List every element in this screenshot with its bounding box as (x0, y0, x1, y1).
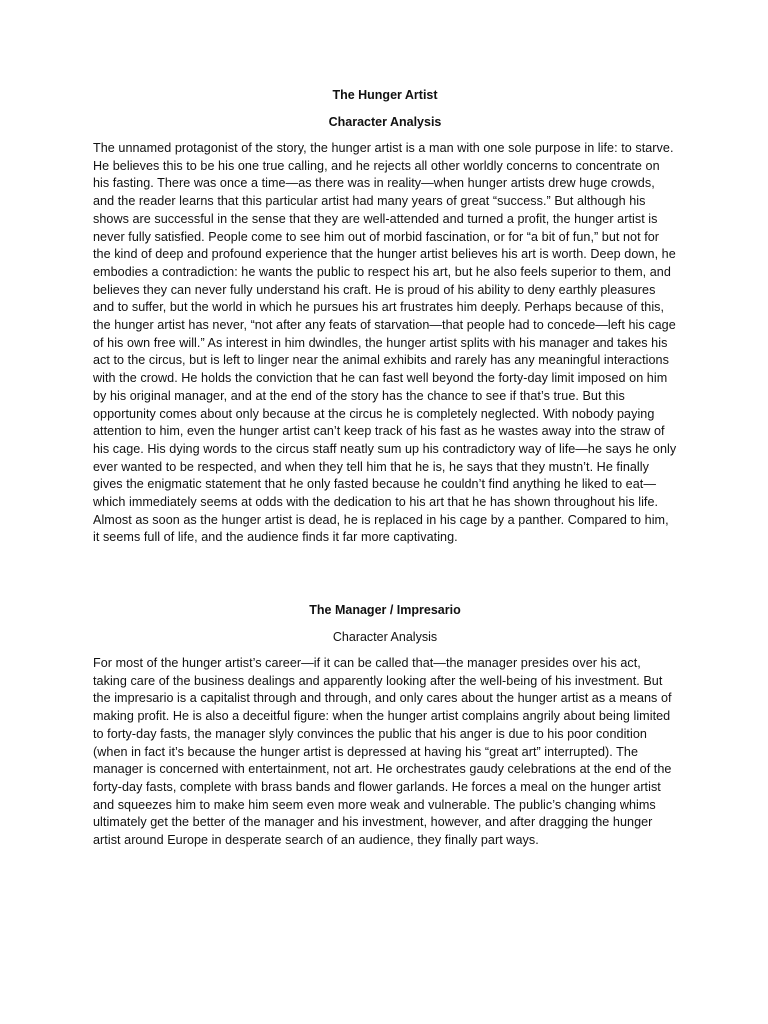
section-subtitle: Character Analysis (328, 115, 442, 129)
section-title: The Hunger Artist (332, 88, 438, 102)
section-body-paragraph: For most of the hunger artist’s career—if it can be called that—the manager presides over his act, taking care of the business dealings and apparently looking after the well-being of his investment. But the impresario is a capitalist through and through, and only cares about the hunger artist as a means of making profit. He is also a deceitful figure: when the hunger artist complains angrily about being limited to forty-day fasts, the manager slyly convinces the public that his anger is due to his poor condition (when in fact it’s because the hunger artist is depressed at having his “great art” interrupted). The manager is concerned with entertainment, not art. He orchestrates gaudy celebrations at the end of the forty-day fasts, complete with brass bands and flower garlands. He forces a meal on the hunger artist and squeezes him to make him seem even more weak and vulnerable. The public’s changing whims ultimately get the better of the manager and his investment, however, and after dragging the hunger artist around Europe in desperate search of an audience, they finally part ways. (93, 656, 672, 848)
section-subtitle: Character Analysis (332, 630, 438, 644)
section-hunger-artist (93, 87, 677, 547)
section-body-paragraph: The unnamed protagonist of the story, the hunger artist is a man with one sole purpose in life: to starve. He believes this to be his one true calling, and he rejects all other worldly concerns to concentrate on his fasting. There was once a time—as there was in reality—when hunger artists drew huge crowds, and the reader learns that this particular artist had many years of great “success.” But although his shows are successful in the sense that they are well-attended and turned a profit, the hunger artist is never fully satisfied. People come to see him out of morbid fascination, or for “a bit of fun,” but not for the kind of deep and profound experience that the hunger artist believes his art is worth. Deep down, he embodies a contradiction: he wants the public to respect his art, but he also feels superior to them, and believes they can never fully understand his craft. He is proud of his ability to deny earthly pleasures and to suffer, but the world in which he pursues his art frustrates him deeply. Perhaps because of this, the hunger artist has never, “not after any feats of starvation—that people had to concede—left his cage of his own free will.” As interest in him dwindles, the hunger artist splits with his manager and takes his act to the circus, but is left to linger near the animal exhibits and rarely has any meaningful interactions with the crowd. He holds the conviction that he can fast well beyond the forty-day limit imposed on him by his original manager, and at the end of the story has the chance to see if that’s true. But this opportunity comes about only because at the circus he is completely neglected. With nobody paying attention to him, even the hunger artist can’t keep track of his fast as he wastes away into the straw of his cage. His dying words to the circus staff neatly sum up his contradictory way of life—he says he only ever wanted to be respected, and when they tell him that he is, he says that they mustn’t. He finally gives the enigmatic statement that he only fasted because he couldn’t find anything he liked to eat—which immediately seems at odds with the dedication to his art that he has shown throughout his life. Almost as soon as the hunger artist is dead, he is replaced in his cage by a panther. Compared to him, it seems full of life, and the audience finds it far more captivating. (93, 141, 677, 545)
section-title: The Manager / Impresario (309, 603, 461, 617)
section-manager-impresario (93, 602, 677, 850)
